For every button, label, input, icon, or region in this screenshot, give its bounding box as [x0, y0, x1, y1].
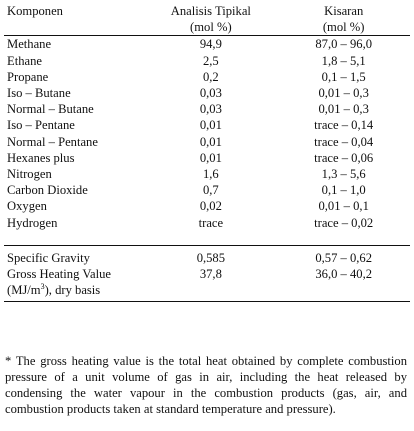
- typical-value: 0,02: [199, 199, 222, 214]
- table-row: [4, 85, 410, 101]
- component-name: Hydrogen: [7, 215, 58, 230]
- typical-value: 0,2: [202, 69, 219, 84]
- range-value: 0,1 – 1,0: [321, 183, 366, 198]
- typical-value: 0,01: [199, 150, 222, 165]
- component-rows: [4, 36, 410, 231]
- typical-value: 2,5: [202, 53, 219, 68]
- table-row: [4, 198, 410, 214]
- table-row: [4, 266, 410, 302]
- table-row: [4, 166, 410, 182]
- component-name: Methane: [7, 37, 52, 52]
- range-value: 1,3 – 5,6: [321, 167, 366, 182]
- component-name: Normal – Butane: [7, 102, 94, 117]
- property-name: Specific Gravity: [7, 250, 90, 265]
- component-name: Carbon Dioxide: [7, 183, 88, 198]
- component-name: Iso – Butane: [7, 86, 71, 101]
- table-row: [4, 69, 410, 85]
- typical-value: 1,6: [202, 167, 219, 182]
- component-name: Ethane: [7, 53, 42, 68]
- range-value: trace – 0,02: [314, 215, 374, 230]
- header-component: Komponen: [4, 2, 144, 36]
- typical-value: 0,03: [199, 86, 222, 101]
- table-row: [4, 150, 410, 166]
- component-name: Oxygen: [7, 199, 47, 214]
- typical-value: 94,9: [199, 37, 222, 52]
- table-row: [4, 215, 410, 231]
- property-name: Gross Heating Value $(MJ/m^3)$, dry basis: [4, 266, 144, 302]
- component-name: Normal – Pentane: [7, 134, 98, 149]
- range-value: trace – 0,14: [314, 118, 374, 133]
- table-row: [4, 245, 410, 266]
- component-name: Propane: [7, 69, 49, 84]
- range-value: trace – 0,04: [314, 134, 374, 149]
- header-range: Kisaran (mol %): [277, 2, 410, 36]
- range-value: 1,8 – 5,1: [321, 53, 366, 68]
- property-typical: 0,585: [196, 250, 226, 265]
- gas-composition-table: [4, 2, 410, 302]
- property-range: 0,57 – 0,62: [315, 250, 373, 265]
- range-value: 0,01 – 0,3: [318, 102, 369, 117]
- header-typical-analysis: Analisis Tipikal (mol %): [144, 2, 277, 36]
- range-value: 87,0 – 96,0: [315, 37, 373, 52]
- typical-value: trace: [198, 215, 224, 230]
- table-row: [4, 101, 410, 117]
- footnote: * The gross heating value is the total heat obtained by complete combustion pressure of a unit volume of gas in air, including the heat released by condensing the water vapour in the combustion products (gas, air, and combustion products taken at standard temperature and pressure).: [5, 353, 407, 417]
- property-typical: 37,8: [144, 266, 277, 302]
- component-name: Nitrogen: [7, 167, 52, 182]
- component-name: Hexanes plus: [7, 150, 75, 165]
- range-value: trace – 0,06: [314, 150, 374, 165]
- table-row: [4, 53, 410, 69]
- typical-value: 0,7: [202, 183, 219, 198]
- table-separator: [4, 231, 410, 246]
- range-value: 0,1 – 1,5: [321, 69, 366, 84]
- typical-value: 0,01: [199, 134, 222, 149]
- table-row: [4, 117, 410, 133]
- table-header-row: [4, 2, 410, 36]
- range-value: 0,01 – 0,3: [318, 86, 369, 101]
- table-row: [4, 134, 410, 150]
- component-name: Iso – Pentane: [7, 118, 75, 133]
- range-value: 0,01 – 0,1: [318, 199, 369, 214]
- typical-value: 0,03: [199, 102, 222, 117]
- typical-value: 0,01: [199, 118, 222, 133]
- table-row: [4, 182, 410, 198]
- property-range: 36,0 – 40,2: [277, 266, 410, 302]
- table-row: [4, 36, 410, 53]
